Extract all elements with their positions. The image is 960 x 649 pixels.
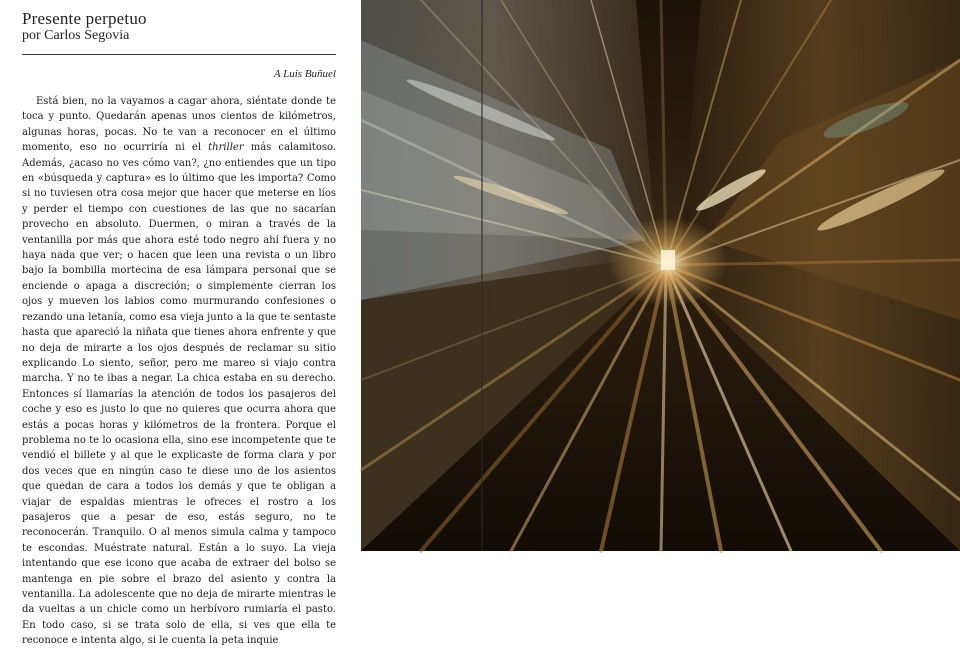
tunnel-photo	[361, 0, 960, 551]
title-divider	[22, 54, 336, 55]
italic-word: thriller	[208, 142, 244, 154]
author-byline: por Carlos Segovia	[22, 28, 130, 43]
tunnel-photo-artwork	[361, 0, 960, 551]
paragraph-text-start: Está bien, no la vayamos a cagar ahora, siéntate donde te toca y punto. Quedarán apenas unos cientos de kilómetros, algunas horas, pocas. No te van a reconocer en el último momento, eso no ocurriría ni el	[22, 96, 336, 154]
text-page	[0, 0, 361, 647]
story-paragraph	[22, 94, 336, 649]
story-body	[22, 94, 336, 649]
dedication: A Luis Buñuel	[273, 68, 336, 80]
paragraph-text-rest: más calamitoso. Además, ¿acaso no ves cómo van?, ¿no entiendes que un tipo en «búsqueda y captura» es lo último que les importa? Como si no tuviesen otra cosa mejor que hacer que meterse en líos y perder el tiempo con cuestiones de las que no sacarían provecho en absoluto. Duermen, o miran a través de la ventanilla por más que ahora esté todo negro ahí fuera y no haya nada que ver; o hacen que leen una revista o un libro bajo la bombilla mortecina de esa lámpara personal que se enciende o apaga a discreción; o simplemente cierran los ojos y mueven los labios como murmurando confesiones o rezando una letanía, como esa vieja junto a la que te sentaste hasta que apareció la niñata que tienes ahora enfrente y que no deja de mirarte a los ojos después de reclamar su sitio explicando Lo siento, señor, pero me mareo si viajo contra marcha. Y no te ibas a negar. La chica estaba en su derecho. Entonces sí llamarías la atención de todos los pasajeros del coche y eso es justo lo que no quieres que ocurra ahora que estás a pocas horas y kilómetros de la frontera. Porque el problema no te lo ocasiona ella, sino ese incompetente que te vendió el billete y al que le explicaste de forma clara y por dos veces que en ningún caso te diese uno de los asientos que quedan de cara a todos los demás y que te obligan a viajar de espaldas mientras le ofreces el rostro a los pasajeros que a pesar de eso, estás seguro, no te reconocerán. Tranquilo. O al menos simula calma y tampoco te escondas. Muéstrate natural. Están a lo suyo. La vieja intentando que ese icono que acaba de extraer del bolso se mantenga en pie sobre el brazo del asiento y contra la ventanilla. La adolescente que no deja de mirarte mientras le da vueltas a un chicle como un herbívoro rumiaría el pasto. En todo caso, si se trata solo de ella, si ves que ella te reconoce e intenta algo, si le cuenta la peta inquie	[22, 142, 336, 647]
story-title: Presente perpetuo	[22, 9, 147, 28]
